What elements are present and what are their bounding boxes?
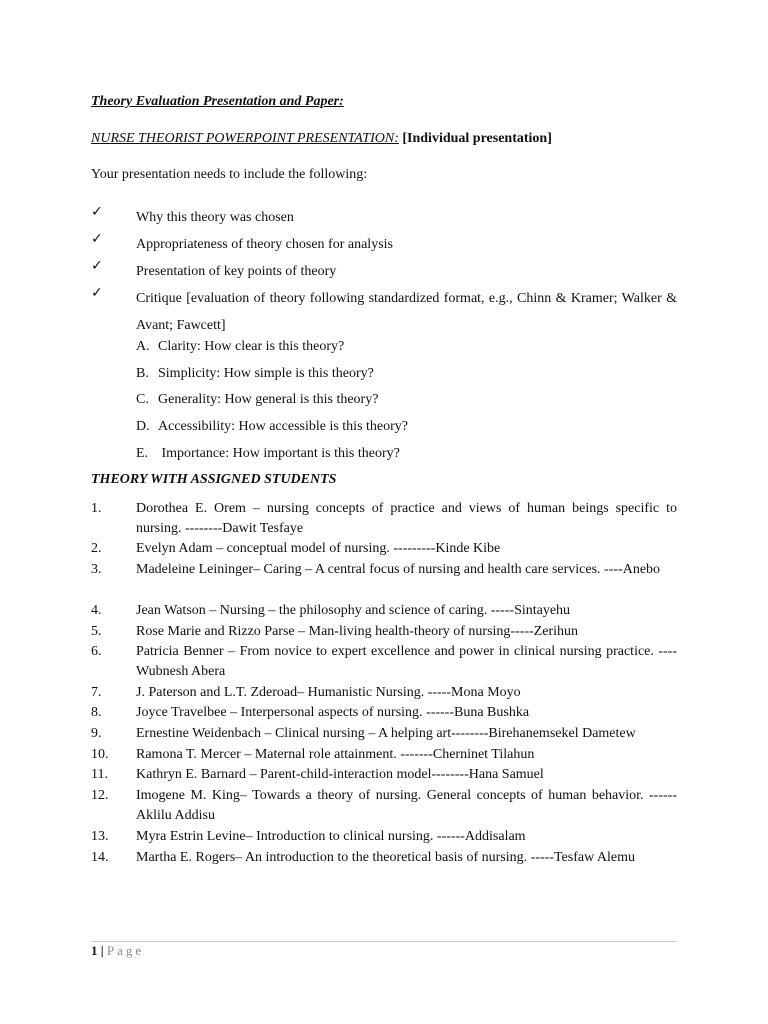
theory-text: Kathryn E. Barnard – Parent-child-interaction model--------Hana Samuel bbox=[136, 767, 544, 782]
list-number: 2. bbox=[91, 541, 102, 556]
presentation-type: [Individual presentation] bbox=[402, 131, 552, 146]
checklist-item-text: Appropriateness of theory chosen for analysis bbox=[136, 237, 393, 252]
theory-text: Evelyn Adam – conceptual model of nursing. ---------Kinde Kibe bbox=[136, 541, 501, 556]
theory-text: J. Paterson and L.T. Zderoad– Humanistic Nursing. -----Mona Moyo bbox=[136, 685, 521, 700]
checkmark-icon: ✓ bbox=[91, 285, 103, 301]
criteria-letter: A. bbox=[136, 339, 150, 354]
presentation-heading bbox=[91, 131, 552, 147]
list-number: 9. bbox=[91, 726, 102, 741]
criteria-text: Accessibility: How accessible is this theory? bbox=[158, 419, 408, 434]
intro-text: Your presentation needs to include the following: bbox=[91, 167, 368, 182]
list-number: 5. bbox=[91, 624, 102, 639]
list-number: 3. bbox=[91, 562, 102, 577]
list-number: 14. bbox=[91, 850, 109, 865]
list-number: 4. bbox=[91, 603, 102, 618]
criteria-text: Simplicity: How simple is this theory? bbox=[158, 366, 374, 381]
theory-text: Myra Estrin Levine– Introduction to clinical nursing. ------Addisalam bbox=[136, 829, 526, 844]
theory-text: Rose Marie and Rizzo Parse – Man-living health-theory of nursing-----Zerihun bbox=[136, 624, 579, 639]
criteria-item bbox=[136, 392, 378, 408]
criteria-text: Clarity: How clear is this theory? bbox=[158, 339, 345, 354]
theory-text: Martha E. Rogers– An introduction to the theoretical basis of nursing. -----Tesfaw Alemu bbox=[136, 850, 636, 865]
document-title: Theory Evaluation Presentation and Paper: bbox=[91, 94, 344, 109]
checkmark-icon: ✓ bbox=[91, 204, 103, 220]
criteria-item bbox=[136, 419, 408, 435]
list-number: 7. bbox=[91, 685, 102, 700]
criteria-item bbox=[136, 446, 400, 462]
theory-text: Imogene M. King– Towards a theory of nursing. General concepts of human behavior. ------Aklilu Addisu bbox=[136, 788, 677, 823]
criteria-text: Importance: How important is this theory? bbox=[158, 446, 400, 461]
page-number: 1 bbox=[91, 943, 98, 958]
theory-text: Ernestine Weidenbach – Clinical nursing – A helping art--------Birehanemsekel Dametew bbox=[136, 726, 636, 741]
criteria-text: Generality: How general is this theory? bbox=[158, 392, 379, 407]
criteria-letter: D. bbox=[136, 419, 150, 434]
presentation-heading-label: NURSE THEORIST POWERPOINT PRESENTATION: bbox=[91, 131, 399, 146]
criteria-letter: C. bbox=[136, 392, 149, 407]
list-number: 12. bbox=[91, 788, 109, 803]
footer-divider bbox=[91, 941, 677, 942]
list-number: 11. bbox=[91, 767, 108, 782]
theory-text: Ramona T. Mercer – Maternal role attainment. -------Cherninet Tilahun bbox=[136, 747, 535, 762]
checklist-item-text: Why this theory was chosen bbox=[136, 210, 294, 225]
theory-text: Patricia Benner – From novice to expert excellence and power in clinical nursing practice. ----Wubnesh Abera bbox=[136, 644, 677, 679]
criteria-item bbox=[136, 366, 374, 382]
list-number: 1. bbox=[91, 501, 102, 516]
theory-text: Joyce Travelbee – Interpersonal aspects of nursing. ------Buna Bushka bbox=[136, 705, 530, 720]
theory-text: Madeleine Leininger– Caring – A central focus of nursing and health care services. ----Anebo bbox=[136, 562, 661, 577]
checkmark-icon: ✓ bbox=[91, 258, 103, 274]
list-number: 10. bbox=[91, 747, 109, 762]
list-number: 6. bbox=[91, 644, 102, 659]
footer-separator: | bbox=[100, 943, 104, 958]
list-number: 13. bbox=[91, 829, 109, 844]
criteria-letter: E. bbox=[136, 446, 149, 461]
theory-text: Jean Watson – Nursing – the philosophy and science of caring. -----Sintayehu bbox=[136, 603, 571, 618]
checkmark-icon: ✓ bbox=[91, 231, 103, 247]
list-number: 8. bbox=[91, 705, 102, 720]
checklist-item-text: Presentation of key points of theory bbox=[136, 264, 337, 279]
criteria-item bbox=[136, 339, 344, 355]
checklist-item-text: Critique [evaluation of theory following standardized format, e.g., Chinn & Kramer; Walker & Avant; Fawcett] bbox=[136, 291, 677, 333]
criteria-letter: B. bbox=[136, 366, 149, 381]
page-footer bbox=[91, 943, 144, 959]
page-label: Page bbox=[106, 943, 145, 958]
theory-text: Dorothea E. Orem – nursing concepts of practice and views of human beings specific to nursing. --------Dawit Tesfaye bbox=[136, 501, 677, 536]
section-heading: THEORY WITH ASSIGNED STUDENTS bbox=[91, 472, 337, 487]
